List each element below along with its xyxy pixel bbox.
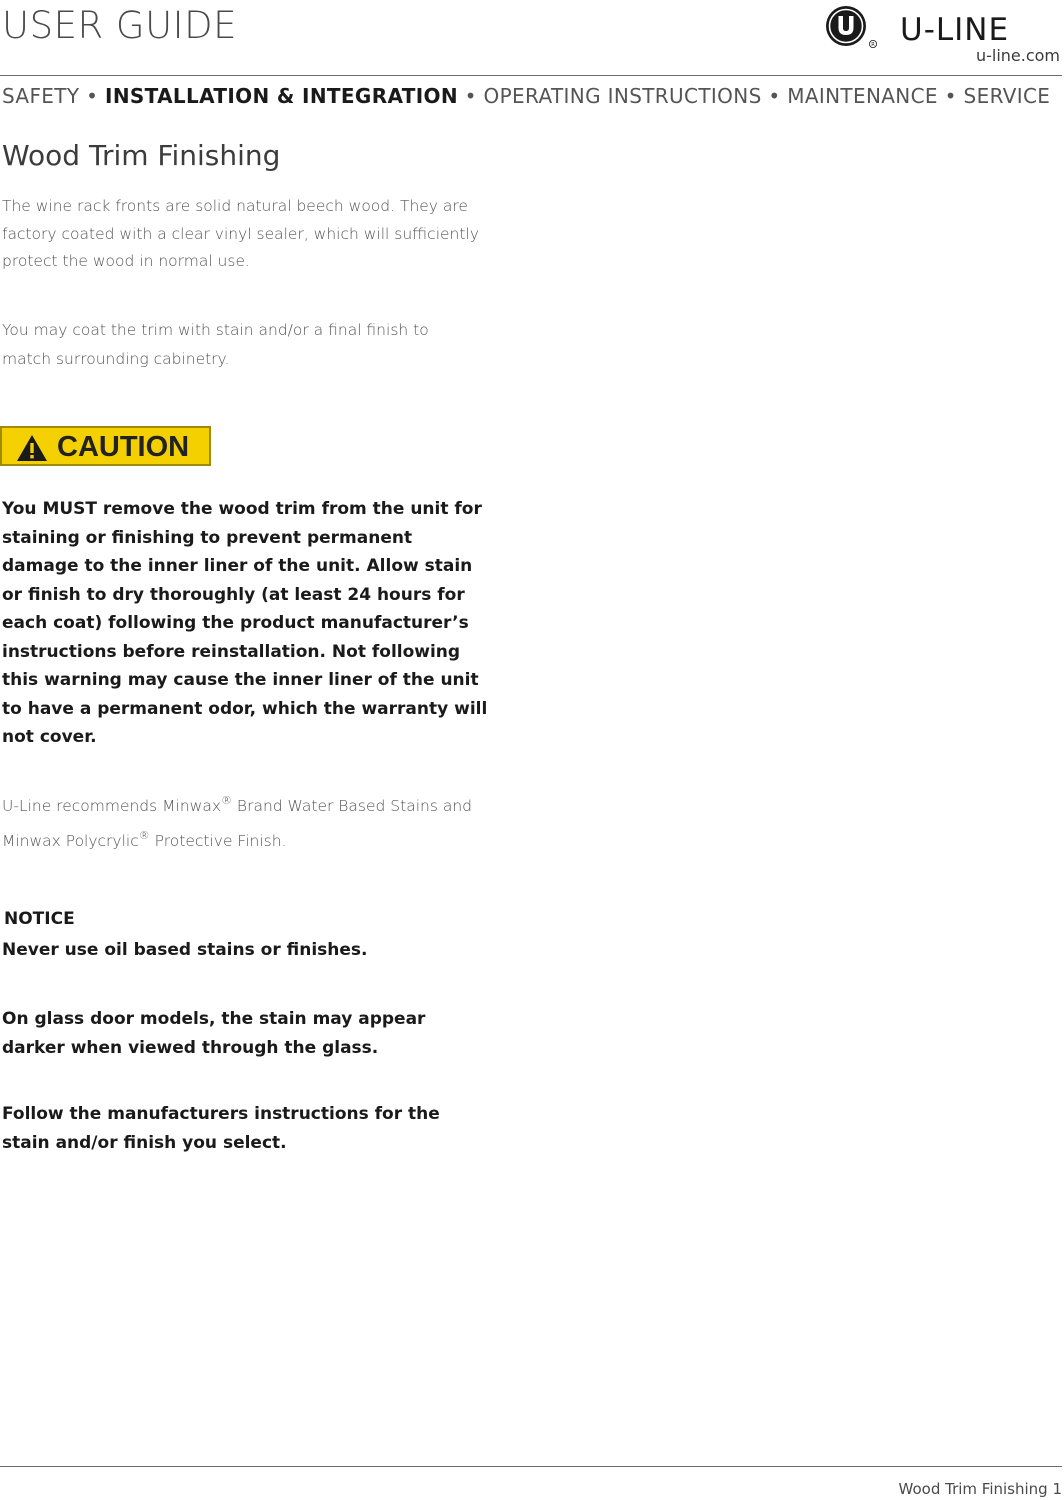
logo-url: u-line.com (975, 46, 1060, 65)
nav-separator: • (944, 84, 957, 108)
nav-separator: • (86, 84, 99, 108)
warning-triangle-icon (16, 434, 48, 462)
recommendation-text: U-Line recommends Minwax (2, 797, 221, 815)
u-line-logo (824, 4, 1060, 66)
nav-separator: • (768, 84, 781, 108)
intro-paragraph: The wine rack fronts are solid natural beech wood. They are factory coated with a clear vinyl sealer, which will sufficiently protect the wood in normal use. (2, 197, 479, 270)
notice-item: Never use oil based stains or finishes. (2, 940, 368, 960)
document-title: USER GUIDE (2, 4, 237, 47)
recommendation-text: Protective Finish. (149, 832, 287, 850)
nav-item-service: SERVICE (963, 84, 1051, 108)
caution-text: You MUST remove the wood trim from the unit for staining or finishing to prevent permanent damage to the inner liner of the unit. Allow stain or finish to dry thoroughly (at least 24 hours for each coat) following the product manufacturer’s instructions before reinstallation. Not following this warning may cause the inner liner of the unit to have a permanent odor, which the warranty will not cover. (2, 499, 488, 747)
page-footer: Wood Trim Finishing 1 (898, 1480, 1062, 1498)
caution-heading: CAUTION (57, 431, 190, 463)
footer-divider (0, 1466, 1062, 1467)
recommendation-text: Brand Water Based Stains and Minwax Polycrylic (2, 797, 473, 850)
section-breadcrumb (2, 82, 1062, 110)
caution-label-box (0, 426, 211, 466)
nav-item-operating-instructions: OPERATING INSTRUCTIONS (483, 84, 762, 108)
nav-item-safety: SAFETY (2, 84, 80, 108)
recommendation-paragraph (2, 786, 492, 856)
section-title: Wood Trim Finishing (2, 139, 281, 172)
registered-mark: ® (138, 829, 150, 842)
nav-item-installation-integration: INSTALLATION & INTEGRATION (105, 84, 458, 108)
u-line-wordmark (824, 4, 1060, 48)
svg-text:R: R (871, 42, 875, 48)
nav-separator: • (464, 84, 477, 108)
svg-text:U-LINE: U-LINE (900, 12, 1010, 48)
notice-heading: NOTICE (4, 909, 75, 929)
notice-item: On glass door models, the stain may appear darker when viewed through the glass. (2, 1009, 426, 1058)
notice-item: Follow the manufacturers instructions for the stain and/or finish you select. (2, 1104, 440, 1153)
registered-mark: ® (221, 794, 232, 807)
header-divider (0, 75, 1062, 76)
nav-item-maintenance: MAINTENANCE (787, 84, 938, 108)
coat-paragraph: You may coat the trim with stain and/or a final finish to match surrounding cabinetry. (2, 321, 429, 368)
